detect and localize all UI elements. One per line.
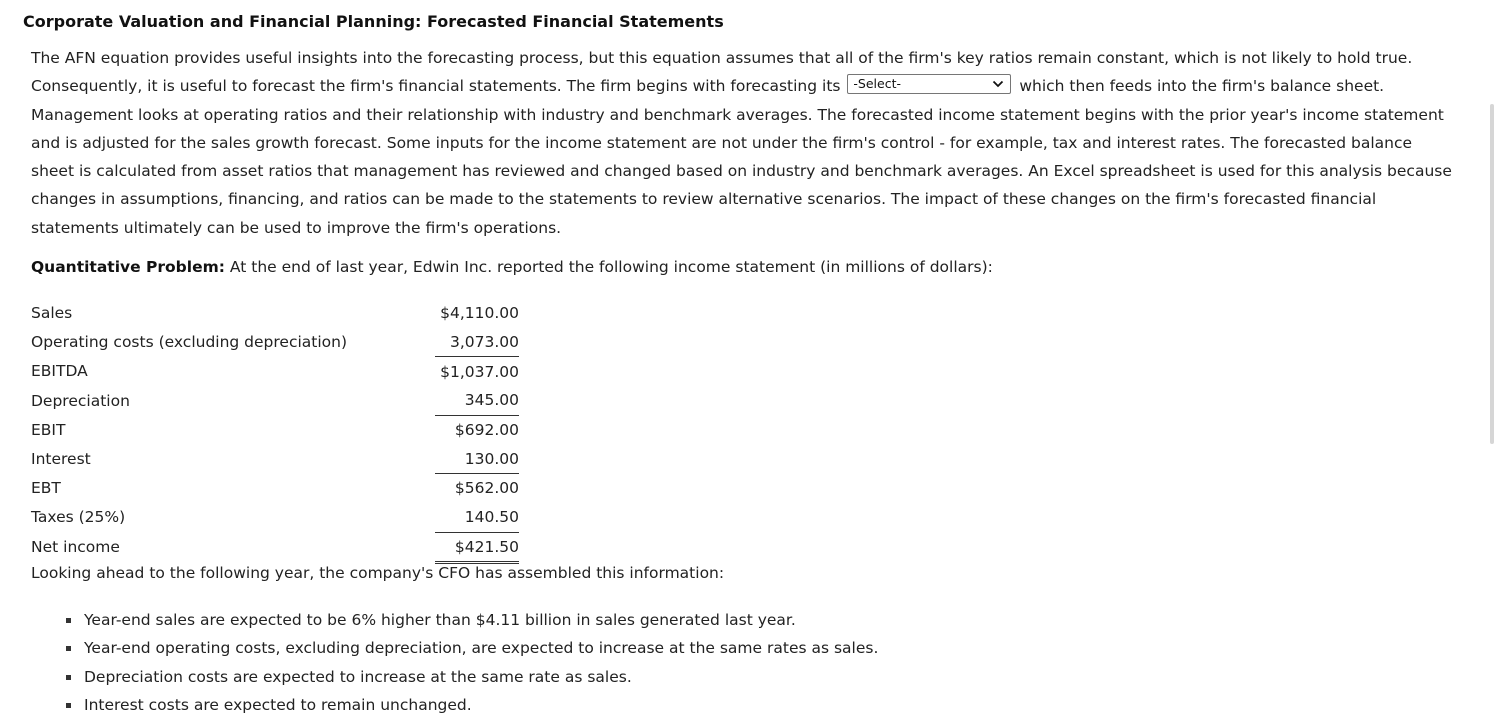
intro-text-before: The AFN equation provides useful insights into the forecasting process, but this equation assumes that all of the firm's key ratios remain constant, which is not likely to hold true. Consequently, it is useful to forecast the firm's financial statements. The firm begins with forecasting its: [31, 49, 1413, 96]
square-bullet-icon: [66, 646, 71, 651]
statement-row: [31, 532, 519, 563]
statement-value: 130.00: [435, 444, 519, 473]
statement-label: Net income: [31, 538, 120, 557]
statement-value: 3,073.00: [435, 328, 519, 357]
statement-label: EBIT: [31, 420, 66, 439]
statement-value: $562.00: [454, 479, 519, 498]
list-item: [84, 606, 878, 634]
problem-text: At the end of last year, Edwin Inc. reported the following income statement (in millions of dollars):: [229, 258, 993, 276]
statement-row: [31, 503, 519, 532]
statement-label: EBITDA: [31, 362, 88, 381]
assumptions-list: [84, 606, 878, 720]
lookahead-text: Looking ahead to the following year, the company's CFO has assembled this information:: [31, 564, 725, 582]
statement-value: $4,110.00: [440, 304, 519, 323]
statement-label: Interest: [31, 450, 91, 469]
statement-label: Operating costs (excluding depreciation): [31, 333, 348, 352]
list-item: [84, 691, 878, 719]
list-item-text: Interest costs are expected to remain unchanged.: [84, 696, 472, 715]
statement-value: $692.00: [454, 421, 519, 440]
statement-row: [31, 415, 519, 444]
select-value: -Select-: [853, 76, 901, 92]
square-bullet-icon: [66, 703, 71, 708]
statement-value: 140.50: [435, 503, 519, 532]
quantitative-problem: [31, 258, 993, 276]
statement-label: Taxes (25%): [31, 508, 126, 527]
list-item: [84, 663, 878, 691]
square-bullet-icon: [66, 675, 71, 680]
statement-label: Depreciation: [31, 391, 130, 410]
statement-label: EBT: [31, 479, 61, 498]
statement-row: [31, 386, 519, 415]
intro-paragraph: [31, 44, 1456, 242]
intro-text-after: which then feeds into the firm's balance sheet. Management looks at operating ratios and their relationship with industry and benchmark averages. The forecasted income statement begins with the prior year's income statement and is adjusted for the sales growth forecast. Some inputs for the income statement are not under the firm's control - for example, tax and interest rates. The forecasted balance sheet is calculated from asset ratios that management has reviewed and changed based on industry and benchmark averages. An Excel spreadsheet is used for this analysis because changes in assumptions, financing, and ratios can be made to the statements to review alternative scenarios. The impact of these changes on the firm's forecasted financial statements ultimately can be used to improve the firm's operations.: [31, 77, 1452, 237]
statement-row: [31, 357, 519, 386]
scrollbar[interactable]: [1490, 104, 1494, 444]
statement-row: [31, 328, 519, 357]
list-item-text: Year-end sales are expected to be 6% higher than $4.11 billion in sales generated last year.: [84, 611, 796, 629]
list-item-text: Year-end operating costs, excluding depreciation, are expected to increase at the same rates as sales.: [84, 639, 879, 658]
square-bullet-icon: [66, 618, 71, 623]
list-item-text: Depreciation costs are expected to increase at the same rate as sales.: [84, 667, 632, 686]
statement-value: 345.00: [435, 386, 519, 415]
chevron-down-icon: [991, 77, 1005, 91]
statement-row: [31, 299, 519, 328]
statement-value: $1,037.00: [440, 362, 519, 381]
page-title: Corporate Valuation and Financial Planning: Forecasted Financial Statements: [23, 12, 724, 31]
income-statement-body: [31, 299, 519, 563]
statement-value: $421.50: [435, 532, 519, 563]
statement-label: Sales: [31, 304, 73, 323]
income-statement-table: [31, 299, 519, 564]
statement-row: [31, 444, 519, 473]
list-item: [84, 634, 878, 662]
statement-row: [31, 474, 519, 503]
forecast-select-dropdown[interactable]: [847, 74, 1011, 94]
problem-label: Quantitative Problem:: [31, 258, 225, 276]
